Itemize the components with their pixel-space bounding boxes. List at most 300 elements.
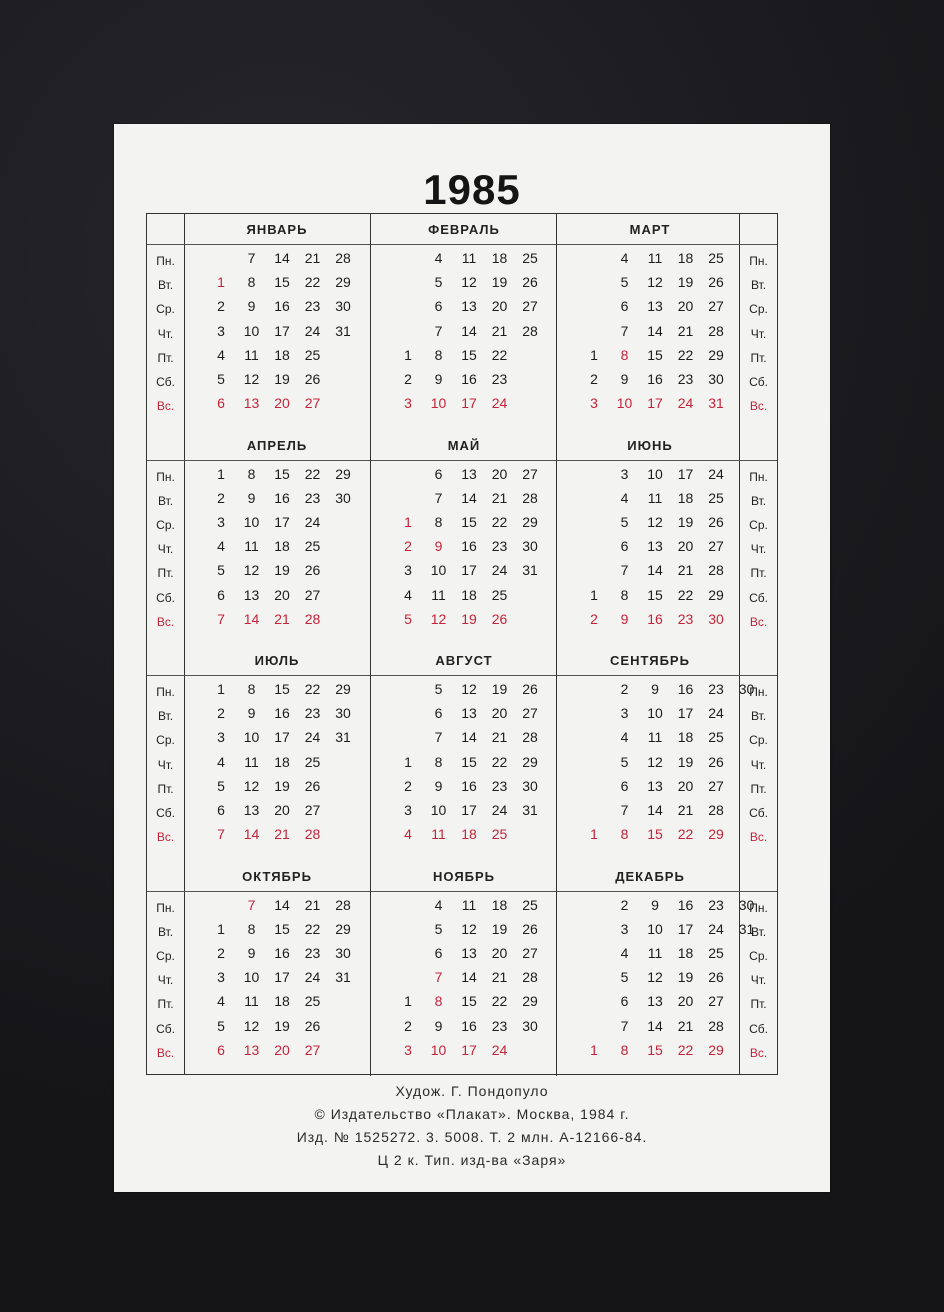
day-number: 28 — [304, 826, 321, 843]
day-number: 20 — [491, 465, 508, 482]
weekday-label: Ср. — [156, 517, 175, 532]
day-number: 15 — [461, 346, 477, 363]
month-name: ЯНВАРЬ — [246, 222, 308, 237]
credits-publisher: © Издательство «Плакат». Москва, 1984 г. — [314, 1106, 630, 1122]
day-number: 29 — [335, 274, 351, 291]
day-number: 18 — [274, 993, 290, 1010]
day-number: 17 — [461, 802, 477, 818]
day-number: 29 — [708, 826, 724, 843]
weekday-label: Пт. — [157, 350, 174, 365]
day-number: 18 — [491, 896, 508, 913]
day-number: 17 — [274, 729, 290, 746]
day-number: 11 — [431, 586, 446, 603]
weekday-label: Пт. — [750, 350, 767, 365]
day-number: 19 — [274, 777, 290, 794]
day-number: 24 — [304, 513, 321, 530]
day-number: 14 — [274, 896, 290, 913]
credits-edition: Изд. № 1525272. 3. 5008. Т. 2 млн. А-12166-84. — [296, 1129, 648, 1145]
day-number: 15 — [647, 826, 663, 843]
day-number: 30 — [335, 944, 351, 961]
day-number: 26 — [304, 1017, 321, 1034]
day-number: 11 — [647, 250, 663, 266]
calendar-year: 1985 — [423, 166, 521, 213]
weekday-label: Чт. — [157, 757, 174, 772]
day-number: 21 — [491, 489, 508, 506]
day-number: 21 — [491, 322, 508, 339]
day-number: 12 — [243, 562, 260, 579]
day-number: 17 — [677, 920, 694, 937]
weekday-label: Сб. — [156, 590, 175, 605]
day-number: 7 — [434, 322, 443, 339]
day-number: 16 — [274, 705, 290, 722]
day-number: 20 — [677, 298, 694, 315]
day-number: 3 — [217, 322, 225, 339]
month-name: НОЯБРЬ — [432, 868, 496, 884]
weekday-label: Пт. — [750, 997, 767, 1012]
day-number: 3 — [217, 513, 225, 530]
day-number: 20 — [677, 777, 694, 794]
day-number: 16 — [461, 538, 477, 555]
day-number: 8 — [620, 586, 629, 603]
month-2 — [370, 214, 557, 430]
month-1 — [184, 214, 370, 430]
day-number: 2 — [620, 896, 629, 913]
weekday-label: Вс. — [156, 830, 175, 845]
day-number: 18 — [274, 346, 290, 363]
day-number: 19 — [461, 610, 477, 627]
day-number: 25 — [304, 538, 321, 555]
day-number: 25 — [708, 250, 724, 266]
day-number: 11 — [647, 729, 663, 746]
day-number: 11 — [461, 250, 477, 266]
weekday-label: Вс. — [156, 399, 175, 414]
day-number: 27 — [304, 1041, 321, 1058]
day-number: 12 — [461, 274, 477, 291]
day-number: 13 — [647, 298, 663, 315]
day-number: 30 — [708, 371, 724, 387]
day-number: 30 — [738, 896, 755, 913]
day-number: 15 — [274, 274, 290, 291]
day-number: 1 — [217, 920, 225, 937]
day-number: 23 — [491, 1017, 508, 1034]
day-number: 5 — [217, 371, 225, 387]
day-number: 10 — [430, 562, 447, 579]
calendar-grid — [146, 213, 778, 1075]
day-number: 15 — [647, 1041, 663, 1058]
month-10 — [184, 861, 370, 1077]
day-number: 13 — [647, 777, 663, 794]
day-number: 27 — [522, 465, 538, 482]
day-number: 10 — [243, 729, 260, 746]
day-number: 21 — [491, 729, 508, 746]
day-number: 12 — [647, 513, 663, 530]
day-number: 16 — [461, 1017, 477, 1034]
day-number: 22 — [491, 993, 508, 1010]
day-number: 3 — [620, 705, 629, 722]
day-number: 16 — [461, 371, 477, 387]
day-number: 7 — [434, 969, 443, 986]
day-number: 9 — [247, 489, 256, 506]
day-number: 27 — [304, 395, 321, 412]
day-number: 11 — [647, 489, 663, 506]
weekday-label: Вс. — [749, 1045, 768, 1060]
credits-artist: Худож. Г. Пондопуло — [395, 1083, 549, 1099]
day-number: 22 — [677, 1041, 694, 1058]
day-number: 29 — [708, 586, 724, 603]
day-number: 8 — [247, 465, 256, 482]
day-number: 2 — [217, 944, 225, 961]
weekday-label: Ср. — [749, 517, 768, 532]
day-number: 15 — [647, 346, 663, 363]
day-number: 1 — [590, 346, 598, 363]
day-number: 6 — [217, 586, 225, 603]
day-number: 11 — [244, 993, 259, 1010]
day-number: 5 — [620, 274, 629, 291]
weekday-label: Пн. — [156, 469, 175, 484]
month-name: СЕНТЯБРЬ — [610, 653, 690, 668]
day-number: 28 — [708, 802, 724, 818]
day-number: 31 — [335, 322, 351, 339]
day-number: 5 — [620, 753, 629, 770]
day-number: 29 — [522, 753, 538, 770]
day-number: 28 — [335, 250, 351, 266]
day-number: 27 — [304, 802, 321, 818]
weekday-label: Ср. — [156, 302, 175, 317]
day-number: 20 — [274, 802, 290, 818]
month-name: АВГУСТ — [435, 653, 493, 668]
day-number: 8 — [247, 681, 256, 697]
day-number: 3 — [404, 802, 412, 818]
day-number: 4 — [217, 346, 225, 363]
day-number: 7 — [434, 729, 443, 746]
day-number: 7 — [620, 562, 629, 579]
day-number: 8 — [434, 993, 443, 1010]
day-number: 27 — [708, 298, 724, 315]
day-number: 28 — [304, 610, 321, 627]
day-number: 14 — [647, 322, 663, 339]
day-number: 5 — [620, 513, 629, 530]
day-number: 24 — [491, 1041, 508, 1058]
day-number: 16 — [647, 371, 663, 387]
day-number: 23 — [677, 610, 694, 627]
weekday-label: Сб. — [749, 806, 768, 820]
day-number: 1 — [590, 1041, 598, 1058]
weekday-label: Чт. — [157, 326, 174, 341]
day-number: 10 — [616, 395, 633, 412]
day-number: 4 — [434, 896, 443, 913]
day-number: 11 — [431, 826, 446, 843]
day-number: 15 — [461, 753, 477, 770]
day-number: 10 — [243, 322, 260, 339]
day-number: 20 — [491, 705, 508, 722]
day-number: 2 — [217, 705, 225, 722]
day-number: 10 — [243, 969, 260, 986]
day-number: 2 — [217, 489, 225, 506]
day-number: 24 — [491, 802, 508, 818]
day-number: 27 — [708, 538, 724, 555]
day-number: 24 — [304, 322, 321, 339]
day-number: 2 — [404, 1017, 412, 1034]
day-number: 4 — [620, 729, 629, 746]
day-number: 13 — [243, 1041, 260, 1058]
day-number: 17 — [274, 322, 290, 339]
day-number: 6 — [434, 944, 443, 961]
month-name: МАРТ — [629, 222, 671, 237]
day-number: 12 — [243, 777, 260, 794]
day-number: 14 — [461, 322, 477, 339]
day-number: 6 — [620, 298, 629, 315]
day-number: 17 — [677, 705, 694, 722]
weekday-label: Вт. — [750, 709, 767, 724]
weekday-label: Чт. — [750, 542, 767, 557]
day-number: 20 — [491, 298, 508, 315]
day-number: 20 — [677, 993, 694, 1010]
day-number: 23 — [491, 777, 508, 794]
day-number: 23 — [304, 298, 321, 315]
day-number: 22 — [304, 920, 321, 937]
day-number: 29 — [522, 513, 538, 530]
weekday-label: Пн. — [156, 900, 175, 915]
day-number: 14 — [461, 489, 477, 506]
day-number: 24 — [491, 395, 508, 412]
weekday-label: Пн. — [156, 685, 175, 699]
day-number: 1 — [590, 826, 598, 843]
month-name: ДЕКАБРЬ — [615, 868, 685, 884]
weekday-label: Чт. — [750, 973, 767, 988]
day-number: 6 — [620, 993, 629, 1010]
day-number: 22 — [491, 513, 508, 530]
weekday-label: Сб. — [156, 1021, 175, 1036]
day-number: 4 — [620, 250, 629, 266]
month-name: ФЕВРАЛЬ — [428, 222, 500, 237]
day-number: 11 — [244, 346, 259, 363]
day-number: 6 — [620, 538, 629, 555]
day-number: 6 — [434, 705, 443, 722]
day-number: 24 — [708, 705, 724, 722]
day-number: 20 — [274, 395, 290, 412]
day-number: 13 — [461, 298, 477, 315]
day-number: 30 — [522, 1017, 538, 1034]
day-number: 15 — [461, 513, 477, 530]
weekday-label: Ср. — [156, 948, 175, 963]
month-12 — [556, 861, 755, 1077]
day-number: 22 — [677, 826, 694, 843]
day-number: 21 — [274, 610, 290, 627]
day-number: 18 — [677, 944, 694, 961]
day-number: 14 — [243, 826, 260, 843]
day-number: 16 — [677, 896, 694, 913]
day-number: 17 — [677, 465, 694, 482]
day-number: 19 — [491, 274, 508, 291]
day-number: 7 — [620, 802, 629, 818]
day-number: 6 — [434, 298, 443, 315]
day-number: 30 — [335, 489, 351, 506]
day-number: 5 — [217, 562, 225, 579]
day-number: 25 — [491, 586, 508, 603]
weekday-label: Пн. — [749, 685, 768, 699]
day-number: 26 — [304, 562, 321, 579]
day-number: 22 — [491, 753, 508, 770]
day-number: 3 — [217, 969, 225, 986]
day-number: 10 — [430, 395, 447, 412]
day-number: 3 — [217, 729, 225, 746]
day-number: 2 — [590, 371, 598, 387]
day-number: 14 — [243, 610, 260, 627]
day-number: 28 — [522, 969, 538, 986]
day-number: 12 — [647, 753, 663, 770]
day-number: 31 — [335, 729, 351, 746]
day-number: 18 — [461, 826, 477, 843]
day-number: 31 — [738, 920, 755, 937]
day-number: 23 — [304, 944, 321, 961]
day-number: 13 — [243, 586, 260, 603]
day-number: 21 — [304, 250, 321, 266]
day-number: 13 — [461, 705, 477, 722]
day-number: 15 — [274, 681, 290, 697]
day-number: 27 — [304, 586, 321, 603]
day-number: 1 — [217, 465, 225, 482]
day-number: 4 — [620, 944, 629, 961]
day-number: 3 — [404, 395, 412, 412]
day-number: 8 — [434, 346, 443, 363]
day-number: 25 — [304, 993, 321, 1010]
day-number: 28 — [522, 322, 538, 339]
day-number: 27 — [522, 298, 538, 315]
day-number: 8 — [434, 753, 443, 770]
day-number: 23 — [708, 896, 724, 913]
day-number: 28 — [522, 489, 538, 506]
day-number: 19 — [677, 969, 694, 986]
weekday-label: Вс. — [156, 614, 175, 629]
weekday-label: Сб. — [749, 1021, 768, 1036]
day-number: 14 — [274, 250, 290, 266]
weekday-label: Сб. — [749, 590, 768, 605]
day-number: 8 — [620, 346, 629, 363]
day-number: 9 — [247, 705, 256, 722]
month-name: АПРЕЛЬ — [246, 437, 308, 453]
month-8 — [370, 645, 557, 861]
weekday-label: Пт. — [750, 781, 767, 796]
month-9 — [556, 645, 755, 861]
day-number: 19 — [491, 920, 508, 937]
day-number: 9 — [651, 896, 659, 913]
day-number: 26 — [708, 969, 724, 986]
calendar-card — [114, 124, 830, 1192]
day-number: 5 — [620, 969, 629, 986]
weekday-label: Ср. — [749, 302, 768, 317]
day-number: 25 — [304, 753, 321, 770]
day-number: 31 — [522, 562, 538, 579]
day-number: 24 — [304, 729, 321, 746]
day-number: 25 — [522, 250, 538, 266]
weekday-label: Ср. — [749, 733, 768, 748]
day-number: 29 — [522, 993, 538, 1010]
day-number: 19 — [677, 753, 694, 770]
day-number: 6 — [217, 802, 225, 818]
day-number: 4 — [434, 250, 443, 266]
month-5 — [370, 430, 557, 646]
day-number: 28 — [522, 729, 538, 746]
weekday-label: Вт. — [750, 278, 767, 293]
day-number: 26 — [491, 610, 508, 627]
day-number: 19 — [274, 562, 290, 579]
day-number: 24 — [491, 562, 508, 579]
day-number: 22 — [491, 346, 508, 363]
day-number: 25 — [304, 346, 321, 363]
day-number: 10 — [430, 802, 447, 818]
day-number: 24 — [708, 465, 724, 482]
weekday-label: Пт. — [157, 566, 174, 581]
day-number: 22 — [304, 274, 321, 291]
day-number: 13 — [461, 944, 477, 961]
day-number: 10 — [647, 465, 663, 482]
day-number: 30 — [738, 681, 755, 697]
weekday-label: Вт. — [157, 493, 174, 508]
day-number: 29 — [708, 346, 724, 363]
day-number: 21 — [677, 322, 694, 339]
day-number: 10 — [243, 513, 260, 530]
day-number: 29 — [335, 465, 351, 482]
day-number: 26 — [708, 274, 724, 291]
day-number: 11 — [647, 944, 663, 961]
day-number: 5 — [434, 274, 443, 291]
weekday-label: Пт. — [157, 997, 174, 1012]
day-number: 15 — [647, 586, 663, 603]
day-number: 2 — [620, 681, 629, 697]
day-number: 2 — [590, 610, 598, 627]
month-4 — [184, 430, 370, 646]
day-number: 13 — [243, 802, 260, 818]
day-number: 16 — [647, 610, 663, 627]
day-number: 24 — [304, 969, 321, 986]
day-number: 13 — [647, 538, 663, 555]
weekday-label: Сб. — [156, 375, 175, 389]
day-number: 5 — [434, 681, 443, 697]
day-number: 18 — [677, 489, 694, 506]
day-number: 3 — [620, 920, 629, 937]
weekday-label: Вс. — [749, 830, 768, 845]
day-number: 14 — [461, 969, 477, 986]
day-number: 14 — [647, 562, 663, 579]
day-number: 2 — [217, 298, 225, 315]
day-number: 2 — [404, 777, 412, 794]
day-number: 4 — [217, 993, 225, 1010]
day-number: 25 — [708, 729, 724, 746]
day-number: 31 — [708, 395, 724, 412]
day-number: 5 — [217, 1017, 225, 1034]
day-number: 21 — [677, 562, 694, 579]
day-number: 6 — [434, 465, 443, 482]
day-number: 3 — [404, 562, 412, 579]
day-number: 18 — [677, 729, 694, 746]
day-number: 24 — [708, 920, 724, 937]
month-11 — [370, 861, 557, 1077]
day-number: 20 — [274, 1041, 290, 1058]
day-number: 2 — [404, 538, 412, 555]
day-number: 26 — [522, 920, 538, 937]
day-number: 9 — [434, 1017, 443, 1034]
weekday-label: Ср. — [749, 948, 768, 963]
day-number: 31 — [335, 969, 351, 986]
day-number: 12 — [647, 274, 663, 291]
day-number: 25 — [708, 944, 724, 961]
day-number: 18 — [274, 753, 290, 770]
day-number: 17 — [461, 1041, 477, 1058]
day-number: 11 — [244, 538, 259, 555]
weekday-label: Чт. — [750, 757, 767, 772]
weekday-label: Вт. — [750, 493, 767, 508]
day-number: 30 — [522, 777, 538, 794]
